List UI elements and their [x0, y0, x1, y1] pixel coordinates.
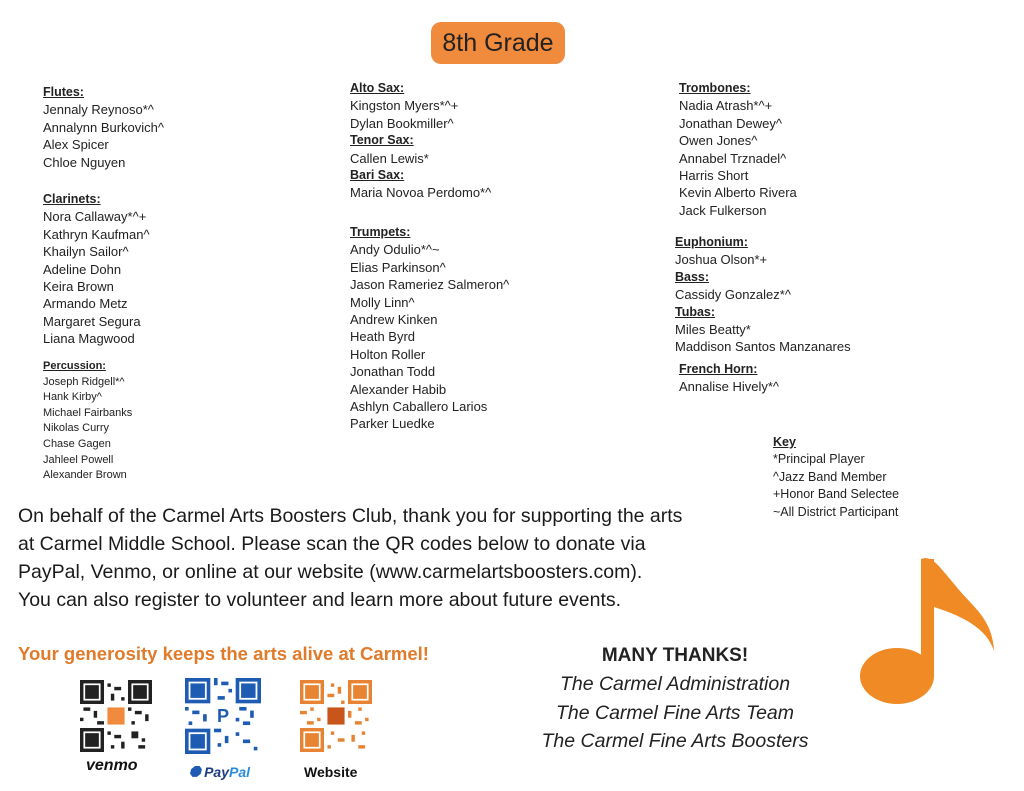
student-name: Alexander Brown	[43, 469, 127, 482]
key-item: *Principal Player	[773, 452, 865, 467]
student-name: Chloe Nguyen	[43, 154, 126, 170]
qr-finder-bl	[187, 730, 209, 752]
section-heading: Tubas:	[675, 304, 716, 319]
section-heading: Bass:	[675, 269, 710, 284]
section-trumpets	[350, 224, 509, 433]
student-name: Cassidy Gonzalez*^	[675, 287, 791, 303]
student-name: Annalise Hively*^	[679, 379, 780, 395]
qr-finder-bl	[82, 730, 103, 751]
section-heading: Trumpets:	[350, 225, 411, 239]
key-item: ~All District Participant	[773, 504, 899, 519]
student-name: Alex Spicer	[43, 137, 109, 153]
student-name: Ashlyn Caballero Larios	[350, 399, 488, 415]
section-heading: Tenor Sax:	[350, 133, 414, 148]
qr-finder-tr	[130, 682, 151, 703]
student-name: Jason Rameriez Salmeron^	[350, 277, 510, 293]
paragraph-line: You can also register to volunteer and learn more about future events.	[18, 589, 622, 611]
student-name: Kevin Alberto Rivera	[679, 185, 797, 201]
student-name: Armando Metz	[43, 296, 128, 312]
qr-finder-tr	[350, 682, 371, 703]
thanks-title: MANY THANKS!	[601, 645, 749, 666]
website-qr-code[interactable]	[300, 680, 372, 752]
paypal-pay-text: Pay	[204, 764, 230, 780]
qr-center-logo	[327, 707, 344, 724]
student-name: Annalynn Burkovich^	[43, 119, 164, 135]
student-name: Holton Roller	[350, 346, 426, 362]
qr-center-logo	[107, 707, 124, 724]
student-name: Callen Lewis*	[350, 150, 429, 166]
student-name: Adeline Dohn	[43, 261, 122, 277]
student-name: Nadia Atrash*^+	[679, 98, 773, 114]
section-heading: Clarinets:	[43, 192, 101, 206]
student-name: Jonathan Todd	[350, 364, 436, 380]
section-heading: Trombones:	[679, 81, 751, 95]
qr-finder-tr	[237, 680, 259, 702]
student-name: Hank Kirby^	[43, 391, 102, 404]
section-trombones	[679, 80, 797, 219]
student-name: Keira Brown	[43, 279, 114, 295]
paypal-p-icon: P	[216, 706, 230, 727]
key-item: ^Jazz Band Member	[773, 469, 887, 484]
student-name: Joseph Ridgell*^	[43, 375, 125, 388]
website-label[interactable]: Website	[304, 764, 358, 780]
section-heading: Euphonium:	[675, 235, 748, 249]
thanks-line: The Carmel Administration	[559, 673, 791, 695]
grade-badge: 8th Grade	[431, 22, 565, 64]
qr-finder-tl	[187, 680, 209, 702]
paragraph-line: at Carmel Middle School. Please scan the QR codes below to donate via	[18, 533, 646, 555]
student-name: Nora Callaway*^+	[43, 209, 147, 225]
tagline: Your generosity keeps the arts alive at Carmel!	[18, 643, 429, 664]
student-name: Miles Beatty*	[675, 322, 751, 338]
section-low-brass	[675, 234, 851, 356]
student-name: Alexander Habib	[350, 381, 447, 397]
key-item: +Honor Band Selectee	[773, 487, 900, 502]
venmo-qr-code[interactable]	[80, 680, 152, 752]
section-percussion	[43, 359, 132, 484]
legend-key	[773, 434, 899, 521]
student-name: Chase Gagen	[43, 437, 111, 450]
section-heading: Percussion:	[43, 360, 106, 372]
student-name: Michael Fairbanks	[43, 406, 133, 419]
section-heading: French Horn:	[679, 362, 758, 376]
paypal-label[interactable]	[189, 764, 250, 781]
section-heading: Bari Sax:	[350, 168, 405, 183]
student-name: Andy Odulio*^~	[350, 242, 440, 258]
thanks-line: The Carmel Fine Arts Team	[555, 701, 795, 724]
student-name: Jennaly Reynoso*^	[43, 102, 154, 118]
section-clarinets	[43, 191, 150, 348]
student-name: Dylan Bookmiller^	[350, 115, 454, 131]
student-name: Jonathan Dewey^	[679, 115, 782, 131]
thanks-line: The Carmel Fine Arts Boosters	[541, 730, 809, 752]
paypal-pal-text: Pal	[229, 764, 251, 780]
student-name: Nikolas Curry	[43, 422, 110, 435]
venmo-label[interactable]: venmo	[86, 757, 138, 774]
paragraph-line: PayPal, Venmo, or online at our website (www.carmelartsboosters.com).	[18, 561, 643, 583]
section-heading: Flutes:	[43, 85, 84, 99]
qr-finder-bl	[302, 730, 323, 751]
student-name: Liana Magwood	[43, 331, 135, 347]
section-flutes	[43, 84, 164, 171]
music-note-icon	[860, 555, 1000, 705]
student-name: Jack Fulkerson	[679, 202, 767, 218]
student-name: Margaret Segura	[43, 313, 141, 329]
student-name: Jahleel Powell	[43, 453, 114, 466]
student-name: Owen Jones^	[679, 133, 758, 149]
student-name: Joshua Olson*+	[675, 252, 768, 268]
student-name: Maria Novoa Perdomo*^	[350, 185, 492, 201]
student-name: Harris Short	[679, 168, 749, 184]
student-name: Kingston Myers*^+	[350, 98, 459, 114]
section-heading: Alto Sax:	[350, 81, 405, 95]
note-stem	[921, 559, 934, 677]
student-name: Molly Linn^	[350, 294, 415, 310]
student-name: Annabel Trznadel^	[679, 150, 787, 166]
thanks-block	[530, 642, 820, 756]
student-name: Kathryn Kaufman^	[43, 226, 150, 242]
paragraph-line: On behalf of the Carmel Arts Boosters Club, thank you for supporting the arts	[18, 505, 683, 527]
qr-finder-tl	[82, 682, 103, 703]
key-heading: Key	[773, 435, 796, 449]
paypal-p-icon: ⯃	[189, 764, 201, 780]
student-name: Parker Luedke	[350, 416, 435, 432]
student-name: Khailyn Sailor^	[43, 244, 129, 260]
thank-you-paragraph	[18, 502, 738, 614]
qr-finder-tl	[302, 682, 323, 703]
student-name: Maddison Santos Manzanares	[675, 339, 851, 355]
student-name: Heath Byrd	[350, 329, 416, 345]
section-saxophones	[350, 80, 491, 202]
paypal-qr-code[interactable]	[185, 678, 261, 754]
section-french-horn	[679, 361, 779, 396]
student-name: Elias Parkinson^	[350, 259, 446, 275]
student-name: Andrew Kinken	[350, 312, 438, 328]
